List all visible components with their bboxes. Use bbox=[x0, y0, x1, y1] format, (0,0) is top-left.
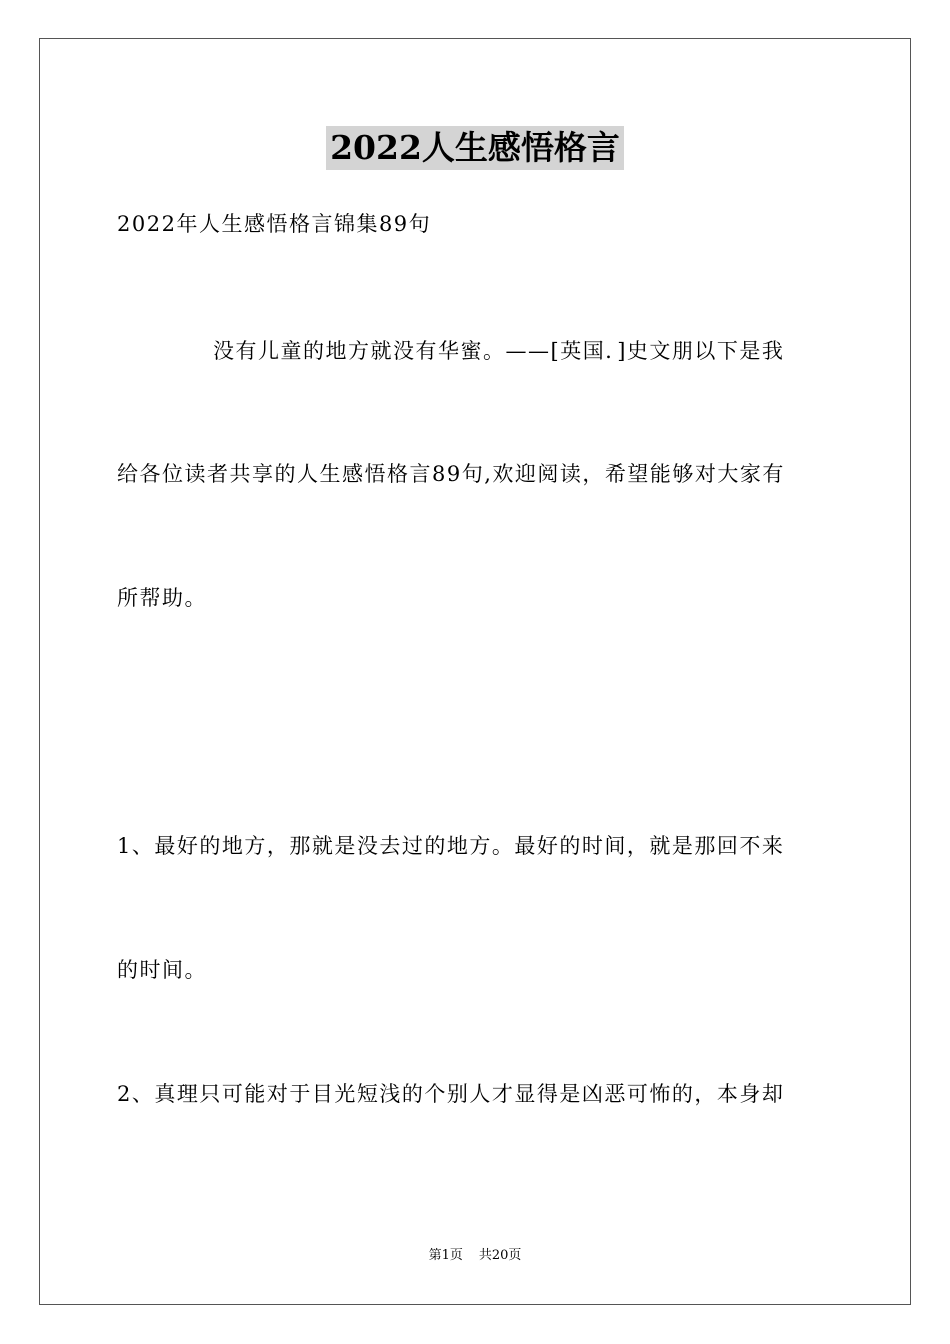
page-total: 共20页 bbox=[478, 1248, 522, 1263]
paragraph-line-3: 所帮助。 bbox=[117, 586, 207, 610]
quote-1-line-2: 的时间。 bbox=[117, 958, 207, 982]
document-title: 2022人生感悟格言 bbox=[326, 126, 624, 170]
quote-1-line-1: 1、最好的地方，那就是没去过的地方。最好的时间，就是那回不来 bbox=[117, 834, 785, 858]
title-container bbox=[0, 126, 950, 170]
quote-2-line-1: 2、真理只可能对于目光短浅的个别人才显得是凶恶可怖的，本身却 bbox=[117, 1082, 785, 1106]
paragraph-line-1: 没有儿童的地方就没有华蜜。——[英国．]史文朋以下是我 bbox=[213, 339, 785, 363]
page-footer bbox=[0, 1247, 950, 1265]
page-number: 第1页 bbox=[428, 1248, 463, 1263]
document-subtitle: 2022年人生感悟格言锦集89句 bbox=[117, 212, 432, 236]
paragraph-line-2: 给各位读者共享的人生感悟格言89句,欢迎阅读，希望能够对大家有 bbox=[117, 462, 785, 486]
